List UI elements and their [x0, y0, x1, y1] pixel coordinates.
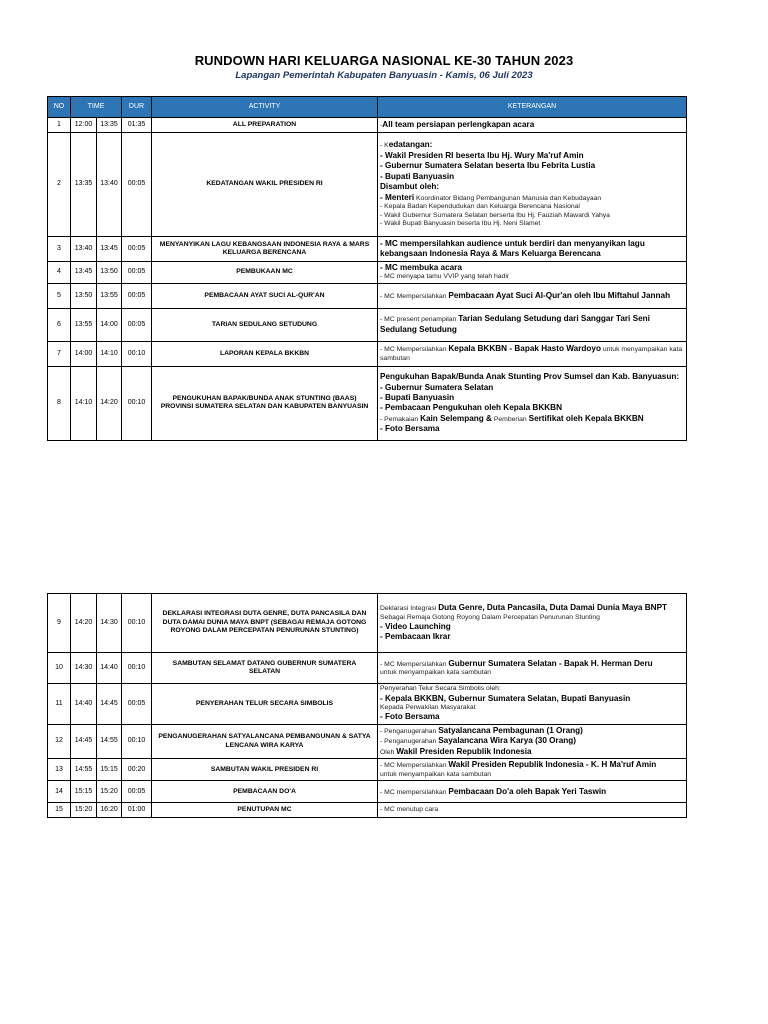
- keterangan-bold-text: Duta Genre, Duta Pancasila, Duta Damai Dunia Maya BNPT: [438, 603, 668, 613]
- keterangan-line: [380, 383, 684, 393]
- keterangan-text: untuk menyampaikan kata sambutan: [380, 346, 683, 362]
- keterangan-line: [380, 704, 684, 712]
- keterangan-line: [380, 787, 684, 797]
- keterangan-bold-text: Pembacaan Ayat Suci Al-Qur'an oleh Ibu Miftahul Jannah: [448, 290, 671, 300]
- keterangan-text: Penyerahan Telur Secara Simbolis oleh:: [380, 685, 501, 693]
- row-activity: PEMBACAAN AYAT SUCI AL-QUR'AN: [152, 283, 378, 308]
- keterangan-text: - Kepala Badan Kependudukan dan Keluarga Berencana Nasional: [380, 203, 580, 211]
- row-duration: 00:05: [122, 133, 152, 237]
- row-start-time: 15:15: [71, 781, 97, 803]
- row-duration: 00:05: [122, 237, 152, 262]
- table-row: [48, 803, 687, 818]
- keterangan-text: - MC Mempersilahkan: [380, 346, 449, 354]
- row-start-time: 14:45: [71, 725, 97, 759]
- keterangan-text: Deklarasi Integrasi: [380, 605, 439, 613]
- keterangan-line: [380, 414, 684, 424]
- keterangan-line: [380, 393, 684, 403]
- keterangan-line: [380, 603, 684, 613]
- row-end-time: 16:20: [97, 803, 122, 818]
- keterangan-line: [380, 239, 684, 260]
- rundown-table-part2: [47, 593, 687, 818]
- keterangan-line: [380, 712, 684, 722]
- table-row: [48, 684, 687, 725]
- row-end-time: 14:20: [97, 366, 122, 440]
- keterangan-text: - Wakil Bupati Banyuasin beserta Ibu Hj. Neni Slamet: [380, 220, 541, 228]
- keterangan-bold-text: Gubernur Sumatera Selatan - Bapak H. Herman Deru: [448, 658, 653, 668]
- row-no: 3: [48, 237, 71, 262]
- keterangan-text: - MC mempersilahkan: [380, 788, 449, 796]
- row-no: 12: [48, 725, 71, 759]
- row-no: 11: [48, 684, 71, 725]
- keterangan-bold-text: - Foto Bersama: [380, 424, 440, 434]
- keterangan-bold-text: - Kepala BKKBN, Gubernur Sumatera Selatan, Bupati Banyuasin: [380, 693, 631, 703]
- keterangan-line: [380, 424, 684, 434]
- row-keterangan: [378, 308, 687, 341]
- row-start-time: 13:50: [71, 283, 97, 308]
- row-duration: 00:10: [122, 341, 152, 366]
- keterangan-line: [380, 747, 684, 757]
- table-row: [48, 133, 687, 237]
- keterangan-line: [380, 659, 684, 669]
- row-keterangan: [378, 366, 687, 440]
- keterangan-bold-text: - MC mempersilahkan audience untuk berdiri dan menyanyikan lagu kebangsaan Indonesia Raya & Mars Keluarga Berencana: [380, 238, 645, 258]
- row-end-time: 14:55: [97, 725, 122, 759]
- keterangan-bold-text: - Bupati Banyuasin: [380, 171, 455, 181]
- keterangan-line: [380, 273, 684, 281]
- table-row: [48, 341, 687, 366]
- row-keterangan: [378, 594, 687, 653]
- row-start-time: 14:20: [71, 594, 97, 653]
- header-time: TIME: [71, 97, 122, 118]
- keterangan-text: Pemberian: [491, 415, 529, 423]
- keterangan-line: [380, 193, 684, 203]
- row-keterangan: [378, 262, 687, 284]
- row-start-time: 14:55: [71, 759, 97, 781]
- row-activity: MENYANYIKAN LAGU KEBANGSAAN INDONESIA RAYA & MARS KELUARGA BERENCANA: [152, 237, 378, 262]
- keterangan-bold-text: Wakil Presiden Republik Indonesia: [396, 746, 532, 756]
- row-keterangan: [378, 781, 687, 803]
- keterangan-bold-text: Wakil Presiden Republik Indonesia - K. H Ma'ruf Amin: [448, 760, 657, 770]
- keterangan-line: [380, 161, 684, 171]
- table-row: [48, 366, 687, 440]
- keterangan-bold-text: Pengukuhan Bapak/Bunda Anak Stunting Prov Sumsel dan Kab. Banyuasun:: [380, 372, 680, 382]
- row-duration: 00:10: [122, 594, 152, 653]
- keterangan-line: [380, 263, 684, 273]
- keterangan-bold-text: All team persiapan perlengkapan acara: [382, 119, 535, 129]
- keterangan-line: [380, 622, 684, 632]
- keterangan-bold-text: Sertifikat oleh Kepala BKKBN: [528, 413, 644, 423]
- keterangan-line: [380, 694, 684, 704]
- keterangan-text: - Wakil Gubernur Sumatera Selatan berserta Ibu Hj. Fauziah Mawardi Yahya: [380, 211, 610, 219]
- header-keterangan: KETERANGAN: [378, 97, 687, 118]
- keterangan-bold-text: Sayalancana Wira Karya (30 Orang): [438, 736, 577, 746]
- table-row: [48, 725, 687, 759]
- row-start-time: 14:30: [71, 653, 97, 684]
- keterangan-line: [380, 372, 684, 382]
- row-keterangan: [378, 759, 687, 781]
- row-activity: PEMBUKAAN MC: [152, 262, 378, 284]
- keterangan-text: - MC Mempersilahkan: [380, 660, 449, 668]
- row-end-time: 15:20: [97, 781, 122, 803]
- keterangan-text: - MC menyapa tamu VVIP yang telah hadir: [380, 273, 510, 281]
- keterangan-text: Oleh: [380, 748, 397, 756]
- row-duration: 00:05: [122, 684, 152, 725]
- row-activity: ALL PREPARATION: [152, 118, 378, 133]
- keterangan-text: - MC present penampilan: [380, 316, 459, 324]
- keterangan-bold-text: - Foto Bersama: [380, 712, 440, 722]
- header-no: NO: [48, 97, 71, 118]
- table-row: [48, 759, 687, 781]
- row-end-time: 13:35: [97, 118, 122, 133]
- keterangan-bold-text: Pembacaan Do'a oleh Bapak Yeri Taswin: [448, 786, 607, 796]
- row-duration: 00:05: [122, 283, 152, 308]
- table-row: [48, 237, 687, 262]
- keterangan-bold-text: - Menteri: [380, 192, 415, 202]
- row-activity: KEDATANGAN WAKIL PRESIDEN RI: [152, 133, 378, 237]
- page-title: RUNDOWN HARI KELUARGA NASIONAL KE-30 TAHUN 2023: [194, 53, 574, 68]
- keterangan-text: - Pemakaian: [380, 415, 421, 423]
- keterangan-text: untuk menyampaikan kata sambutan: [380, 669, 492, 676]
- keterangan-bold-text: - Gubernur Sumatera Selatan: [380, 382, 494, 392]
- row-keterangan: [378, 341, 687, 366]
- row-no: 8: [48, 366, 71, 440]
- row-activity: LAPORAN KEPALA BKKBN: [152, 341, 378, 366]
- table-row: [48, 262, 687, 284]
- keterangan-line: [380, 212, 684, 220]
- table-row: [48, 653, 687, 684]
- row-keterangan: [378, 653, 687, 684]
- row-duration: 00:05: [122, 781, 152, 803]
- keterangan-bold-text: Satyalancana Pembagunan (1 Orang): [438, 726, 583, 735]
- header-dur: DUR: [122, 97, 152, 118]
- row-start-time: 14:10: [71, 366, 97, 440]
- row-no: 10: [48, 653, 71, 684]
- row-keterangan: [378, 803, 687, 818]
- keterangan-bold-text: - Wakil Presiden RI beserta Ibu Hj. Wury Ma'ruf Amin: [380, 150, 584, 160]
- row-activity: PENGUKUHAN BAPAK/BUNDA ANAK STUNTING (BAAS) PROVINSI SUMATERA SELATAN DAN KABUPATEN BANYUASIN: [152, 366, 378, 440]
- row-start-time: 14:40: [71, 684, 97, 725]
- keterangan-text: Koordinator Bidang Pembangunan Manusia dan Kebudayaan: [414, 194, 602, 202]
- row-end-time: 14:30: [97, 594, 122, 653]
- row-start-time: 14:00: [71, 341, 97, 366]
- keterangan-line: [380, 760, 684, 770]
- keterangan-bold-text: - Bupati Banyuasin: [380, 392, 455, 402]
- keterangan-line: [380, 632, 684, 642]
- row-activity: DEKLARASI INTEGRASI DUTA GENRE, DUTA PANCASILA DAN DUTA DAMAI DUNIA MAYA BNPT (SEBAGAI REMAJA GOTONG ROYONG DALAM PERCEPATAN PENURUNAN STUNTING): [152, 594, 378, 653]
- keterangan-text: - MC Mempersilahkan: [380, 292, 449, 300]
- row-activity: SAMBUTAN WAKIL PRESIDEN RI: [152, 759, 378, 781]
- row-activity: PEMBACAAN DO'A: [152, 781, 378, 803]
- row-start-time: 13:35: [71, 133, 97, 237]
- keterangan-text: - MC Mempersilahkan: [380, 762, 449, 770]
- row-no: 6: [48, 308, 71, 341]
- keterangan-line: [380, 203, 684, 211]
- keterangan-bold-text: Disambut oleh:: [380, 182, 440, 192]
- row-no: 14: [48, 781, 71, 803]
- rundown-table-part1: [47, 96, 687, 441]
- row-end-time: 13:40: [97, 133, 122, 237]
- row-duration: 00:10: [122, 366, 152, 440]
- row-end-time: 13:50: [97, 262, 122, 284]
- row-keterangan: [378, 118, 687, 133]
- row-keterangan: [378, 133, 687, 237]
- row-end-time: 14:40: [97, 653, 122, 684]
- row-start-time: 12:00: [71, 118, 97, 133]
- table-row: [48, 308, 687, 341]
- row-keterangan: [378, 237, 687, 262]
- keterangan-line: [380, 726, 684, 736]
- row-no: 2: [48, 133, 71, 237]
- row-end-time: 13:55: [97, 283, 122, 308]
- keterangan-line: [380, 806, 684, 814]
- row-no: 13: [48, 759, 71, 781]
- keterangan-line: [380, 172, 684, 182]
- table-row: [48, 594, 687, 653]
- row-duration: 00:10: [122, 653, 152, 684]
- table-header-row: [48, 97, 687, 118]
- row-duration: 01:35: [122, 118, 152, 133]
- row-activity: SAMBUTAN SELAMAT DATANG GUBERNUR SUMATERA SELATAN: [152, 653, 378, 684]
- row-end-time: 15:15: [97, 759, 122, 781]
- table-row: [48, 781, 687, 803]
- row-keterangan: [378, 283, 687, 308]
- row-activity: TARIAN SEDULANG SETUDUNG: [152, 308, 378, 341]
- keterangan-line: [380, 685, 684, 693]
- row-start-time: 13:40: [71, 237, 97, 262]
- row-duration: 00:05: [122, 262, 152, 284]
- keterangan-text: - MC menutup cara: [380, 806, 439, 814]
- keterangan-line: [380, 344, 684, 363]
- keterangan-text: -: [380, 121, 383, 129]
- row-start-time: 15:20: [71, 803, 97, 818]
- row-start-time: 13:45: [71, 262, 97, 284]
- keterangan-bold-text: Kepala BKKBN - Bapak Hasto Wardoyo: [448, 344, 601, 354]
- row-activity: PENYERAHAN TELUR SECARA SIMBOLIS: [152, 684, 378, 725]
- row-no: 9: [48, 594, 71, 653]
- row-no: 7: [48, 341, 71, 366]
- keterangan-line: [380, 151, 684, 161]
- keterangan-bold-text: - Pembacaan Pengukuhan oleh Kepala BKKBN: [380, 403, 562, 413]
- keterangan-text: untuk menyampaikan kata sambutan: [380, 770, 492, 778]
- row-end-time: 14:00: [97, 308, 122, 341]
- keterangan-text: Kepada Perwakilan Masyarakat: [380, 704, 476, 711]
- keterangan-line: [380, 291, 684, 301]
- keterangan-bold-text: Tarian Sedulang Setudung dari Sanggar Tari Seni Sedulang Setudung: [380, 314, 650, 334]
- row-no: 5: [48, 283, 71, 308]
- keterangan-line: [380, 140, 684, 150]
- keterangan-bold-text: - Video Launching: [380, 622, 451, 631]
- keterangan-text: - K: [380, 142, 389, 150]
- keterangan-line: [380, 614, 684, 622]
- row-start-time: 13:55: [71, 308, 97, 341]
- keterangan-text: Sebagai Remaja Gotong Royong Dalam Percepatan Penurunan Stunting: [380, 613, 600, 621]
- row-keterangan: [378, 725, 687, 759]
- keterangan-bold-text: Kain Selempang &: [420, 413, 492, 423]
- keterangan-line: [380, 736, 684, 746]
- table-row: [48, 118, 687, 133]
- table-row: [48, 283, 687, 308]
- keterangan-bold-text: - MC membuka acara: [380, 263, 462, 272]
- keterangan-bold-text: edatangan:: [388, 140, 433, 150]
- keterangan-text: - Penganugerahan: [380, 738, 439, 746]
- row-end-time: 14:10: [97, 341, 122, 366]
- row-no: 1: [48, 118, 71, 133]
- keterangan-line: [380, 182, 684, 192]
- keterangan-line: [380, 403, 684, 413]
- page-subtitle: Lapangan Pemerintah Kabupaten Banyuasin - Kamis, 06 Juli 2023: [235, 70, 533, 81]
- keterangan-bold-text: - Pembacaan Ikrar: [380, 632, 451, 642]
- row-duration: 00:10: [122, 725, 152, 759]
- keterangan-line: [380, 314, 684, 335]
- keterangan-line: [380, 120, 684, 130]
- row-duration: 00:20: [122, 759, 152, 781]
- keterangan-line: [380, 669, 684, 677]
- row-duration: 01:00: [122, 803, 152, 818]
- row-no: 15: [48, 803, 71, 818]
- keterangan-text: - Penganugerahan: [380, 728, 439, 735]
- row-keterangan: [378, 684, 687, 725]
- keterangan-line: [380, 771, 684, 779]
- keterangan-line: [380, 220, 684, 228]
- keterangan-bold-text: - Gubernur Sumatera Selatan beserta Ibu Febrita Lustia: [380, 161, 596, 171]
- row-activity: PENUTUPAN MC: [152, 803, 378, 818]
- row-activity: PENGANUGERAHAN SATYALANCANA PEMBANGUNAN & SATYA LENCANA WIRA KARYA: [152, 725, 378, 759]
- row-no: 4: [48, 262, 71, 284]
- row-end-time: 13:45: [97, 237, 122, 262]
- row-duration: 00:05: [122, 308, 152, 341]
- row-end-time: 14:45: [97, 684, 122, 725]
- header-activity: ACTIVITY: [152, 97, 378, 118]
